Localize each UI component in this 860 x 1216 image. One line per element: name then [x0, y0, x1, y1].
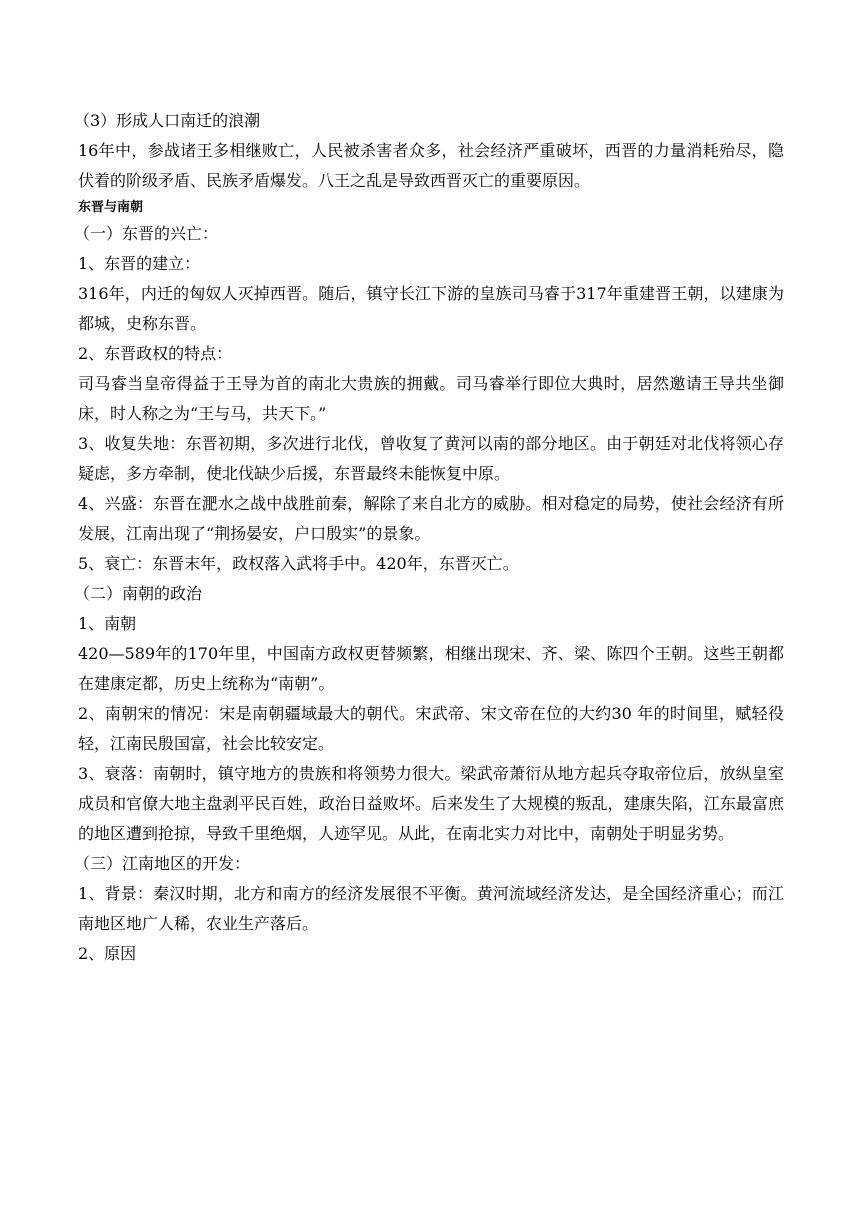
item-eastern-jin-features-title: 2、东晋政权的特点： [78, 344, 233, 363]
item-background: 1、背景：秦汉时期，北方和南方的经济发展很不平衡。黄河流域经济发达，是全国经济重心；而江南地区地广人稀，农业生产落后。 [78, 884, 784, 933]
paragraph-southern-dynasties: 420—589年的170年里，中国南方政权更替频繁，相继出现宋、齐、梁、陈四个王朝。这些王朝都在建康定都，历史上统称为“南朝”。 [78, 644, 784, 693]
document-body [74, 106, 784, 969]
subheading-jiangnan-development: （三）江南地区的开发： [74, 854, 251, 873]
paragraph-eight-kings-result: 16年中，参战诸王多相继败亡，人民被杀害者众多，社会经济严重破坏，西晋的力量消耗殆尽，隐伏着的阶级矛盾、民族矛盾爆发。八王之乱是导致西晋灭亡的重要原因。 [78, 141, 784, 190]
paragraph-eastern-jin-features: 司马睿当皇帝得益于王导为首的南北大贵族的拥戴。司马睿举行即位大典时，居然邀请王导共坐御床，时人称之为“王与马，共天下。” [78, 374, 784, 423]
item-decline: 5、衰亡：东晋末年，政权落入武将手中。420年，东晋灭亡。 [78, 554, 519, 573]
item-southern-dynasties-title: 1、南朝 [78, 614, 137, 633]
subheading-population-migration: （3）形成人口南迁的浪潮 [74, 111, 261, 130]
section-title-eastern-jin-southern-dynasties: 东晋与南朝 [78, 200, 144, 215]
subheading-eastern-jin-rise-fall: （一）东晋的兴亡： [74, 224, 219, 243]
item-reasons: 2、原因 [78, 944, 137, 963]
item-prosperity: 4、兴盛：东晋在淝水之战中战胜前秦，解除了来自北方的威胁。相对稳定的局势，使社会经济有所发展，江南出现了“荆扬晏安，户口殷实”的景象。 [78, 494, 784, 543]
item-song-dynasty: 2、南朝宋的情况：宋是南朝疆域最大的朝代。宋武帝、宋文帝在位的大约30 年的时间里，赋轻役轻，江南民殷国富，社会比较安定。 [78, 704, 784, 753]
item-eastern-jin-founding-title: 1、东晋的建立： [78, 254, 201, 273]
subheading-southern-dynasties-politics: （二）南朝的政治 [74, 584, 203, 603]
item-recover-territory: 3、收复失地：东晋初期，多次进行北伐，曾收复了黄河以南的部分地区。由于朝廷对北伐将领心存疑虑，多方牵制，使北伐缺少后援，东晋最终未能恢复中原。 [78, 434, 784, 483]
paragraph-eastern-jin-founding: 316年，内迁的匈奴人灭掉西晋。随后，镇守长江下游的皇族司马睿于317年重建晋王朝，以建康为都城，史称东晋。 [78, 284, 784, 333]
item-southern-decline: 3、衰落：南朝时，镇守地方的贵族和将领势力很大。梁武帝萧衍从地方起兵夺取帝位后，放纵皇室成员和官僚大地主盘剥平民百姓，政治日益败坏。后来发生了大规模的叛乱，建康失陷，江东最富庶的地区遭到抢掠，导致千里绝烟，人迹罕见。从此，在南北实力对比中，南朝处于明显劣势。 [78, 764, 784, 843]
